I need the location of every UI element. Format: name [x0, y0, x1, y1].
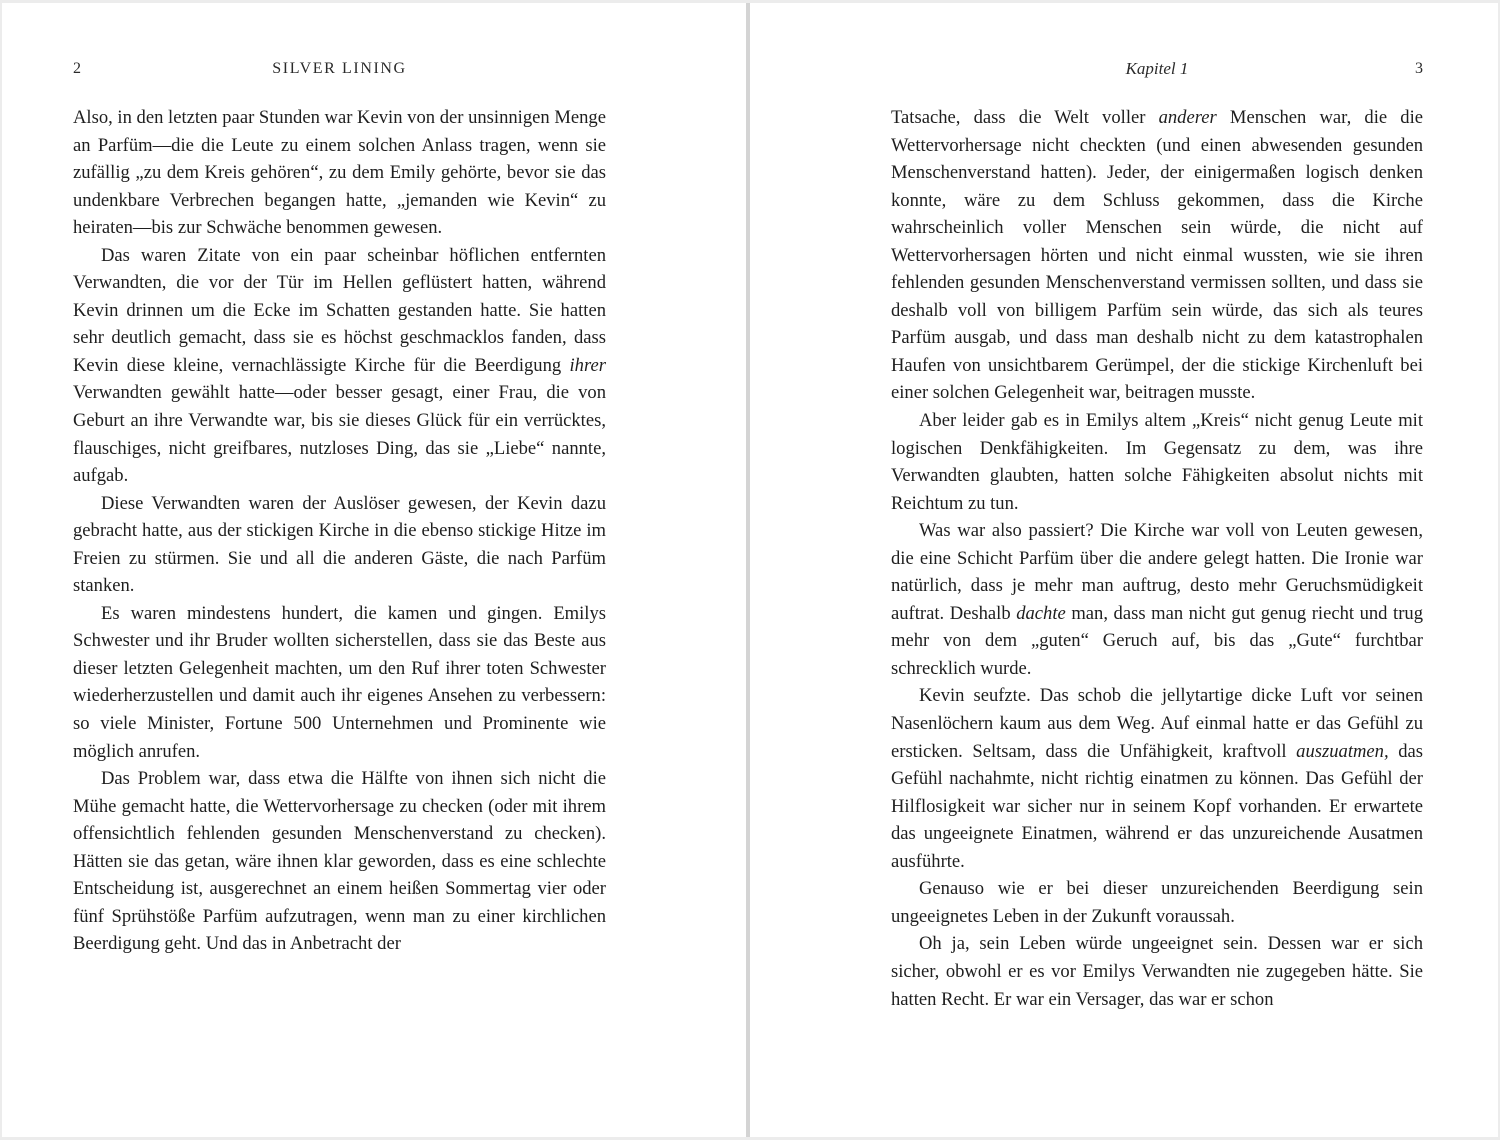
paragraph [891, 875, 1423, 930]
left-page [2, 3, 746, 1137]
page-number: 2 [73, 60, 81, 77]
paragraph [73, 600, 606, 765]
running-head-chapter: Kapitel 1 [1125, 59, 1189, 78]
paragraph-text: Das Problem war, dass etwa die Hälfte von ihnen sich nicht die Mühe gemacht hatte, die Wettervorhersage zu checken (oder mit ihrem offensichtlich fehlenden gesunden Menschenverstand zu checken). Hätten sie das getan, wäre ihnen klar geworden, dass es eine schlechte Entscheidung ist, ausgerechnet an einem heißen Sommertag vier oder fünf Sprühstöße Parfüm aufzutragen, wenn man zu einer kirchlichen Beerdigung geht. Und das in Anbetracht der [73, 768, 606, 955]
paragraph-text: Genauso wie er bei dieser unzureichenden Beerdigung sein ungeeignetes Leben in der Zukunft voraussah. [891, 878, 1423, 927]
paragraph-text: Aber leider gab es in Emilys altem „Kreis“ nicht genug Leute mit logischen Denkfähigkeiten. Im Gegensatz zu dem, was ihre Verwandten glaubten, hatten solche Fähigkeiten absolut nichts mit Reichtum zu tun. [891, 410, 1423, 514]
emphasis-text: dachte [1016, 602, 1066, 624]
paragraph-text: Es waren mindestens hundert, die kamen und gingen. Emilys Schwester und ihr Bruder wollten sicherstellen, dass sie das Beste aus dieser letzten Gelegenheit machten, um den Ruf ihrer toten Schwester wiederherzustellen und damit auch ihr eigenes Ansehen zu verbessern: so viele Minister, Fortune 500 Unternehmen und Prominente wie möglich anrufen. [73, 602, 606, 762]
paragraph [891, 930, 1423, 1013]
right-page-body-text [891, 104, 1423, 1013]
paragraph-text: Also, in den letzten paar Stunden war Kevin von der unsinnigen Menge an Parfüm—die die Leute zu einem solchen Anlass tragen, wenn sie zufällig „zu dem Kreis gehören“, zu dem Emily gehörte, bevor sie das undenkbare Verbrechen begangen hatte, „jemanden wie Kevin“ zu heiraten—bis zur Schwäche benommen gewesen. [73, 107, 606, 239]
paragraph [891, 517, 1423, 682]
left-page-header [73, 57, 606, 81]
right-page [750, 3, 1498, 1137]
paragraph-text: Kevin seufzte. Das schob die jellytartige dicke Luft vor seinen Nasenlöchern kaum aus dem Weg. Auf einmal hatte er das Gefühl zu ersticken. Seltsam, dass die Unfähigkeit, kraftvoll [891, 685, 1423, 762]
emphasis-text: auszuatmen, [1296, 740, 1389, 762]
paragraph [73, 242, 606, 490]
paragraph-text: Verwandten gewählt hatte—oder besser gesagt, einer Frau, die von Geburt an ihre Verwandte war, bis sie dieses Glück für ein verrücktes, flauschiges, nicht greifbares, nutzloses Ding, das sie „Liebe“ nannte, aufgab. [73, 382, 606, 487]
paragraph-text: Was war also passiert? Die Kirche war voll von Leuten gewesen, die eine Schicht Parfüm über die andere gelegt hatten. Die Ironie war natürlich, dass je mehr man auftrug, desto mehr Geruchsmüdigkeit auftrat. Deshalb [891, 520, 1423, 624]
paragraph [73, 765, 606, 958]
left-page-body-text [73, 104, 606, 958]
paragraph-text: Menschen war, die die Wettervorhersage nicht checkten (und einen abwesenden gesunden Menschenverstand hatten). Jeder, der einigermaßen logisch denken konnte, wäre zu dem Schluss gekommen, dass die Kirche wahrscheinlich voller Menschen sein würde, die nicht auf Wettervorhersagen hörten und nicht einmal wussten, wie sie ihren fehlenden gesunden Menschenverstand vermissen sollten, und dass sie deshalb voll von billigem Parfüm sein würde, das sich als teures Parfüm ausgab, und dass man deshalb nicht zu dem katastrophalen Haufen von unsichtbarem Gerümpel, der die stickige Kirchenluft bei einer solchen Gelegenheit war, beitragen musste. [891, 107, 1423, 404]
paragraph-text: Tatsache, dass die Welt voller [891, 107, 1159, 128]
paragraph [891, 682, 1423, 875]
running-head-book-title: SILVER LINING [272, 60, 407, 77]
paragraph-text: Das waren Zitate von ein paar scheinbar höflichen entfernten Verwandten, die vor der Tür im Hellen geflüstert hatten, während Kevin drinnen um die Ecke im Schatten gestanden hatte. Sie hatten sehr deutlich gemacht, dass sie es höchst geschmacklos fanden, dass Kevin diese kleine, vernachlässigte Kirche für die Beerdigung [73, 244, 606, 376]
paragraph-text: man, dass man nicht gut genug riecht und trug mehr von dem „guten“ Geruch auf, bis das „Gute“ furchtbar schrecklich wurde. [891, 602, 1423, 679]
emphasis-text: anderer [1158, 107, 1217, 128]
page-number: 3 [1415, 60, 1423, 77]
right-page-header [891, 57, 1423, 81]
paragraph-text: das Gefühl nachahmte, nicht richtig einatmen zu können. Das Gefühl der Hilflosigkeit war sicher nur in seinem Kopf vorhanden. Er erwartete das ungeeignete Einatmen, während er das unzureichende Ausatmen ausführte. [891, 740, 1424, 872]
emphasis-text: ihrer [569, 354, 606, 376]
paragraph-text: Oh ja, sein Leben würde ungeeignet sein. Dessen war er sich sicher, obwohl er es vor Emilys Verwandten nie zugegeben hätte. Sie hatten Recht. Er war ein Versager, das war er schon [891, 933, 1423, 1010]
paragraph [891, 104, 1423, 407]
paragraph [73, 104, 606, 242]
paragraph [891, 407, 1423, 517]
paragraph-text: Diese Verwandten waren der Auslöser gewesen, der Kevin dazu gebracht hatte, aus der stickigen Kirche in die ebenso stickige Hitze im Freien zu stürmen. Sie und all die anderen Gäste, die nach Parfüm stanken. [73, 492, 606, 597]
paragraph [73, 490, 606, 600]
